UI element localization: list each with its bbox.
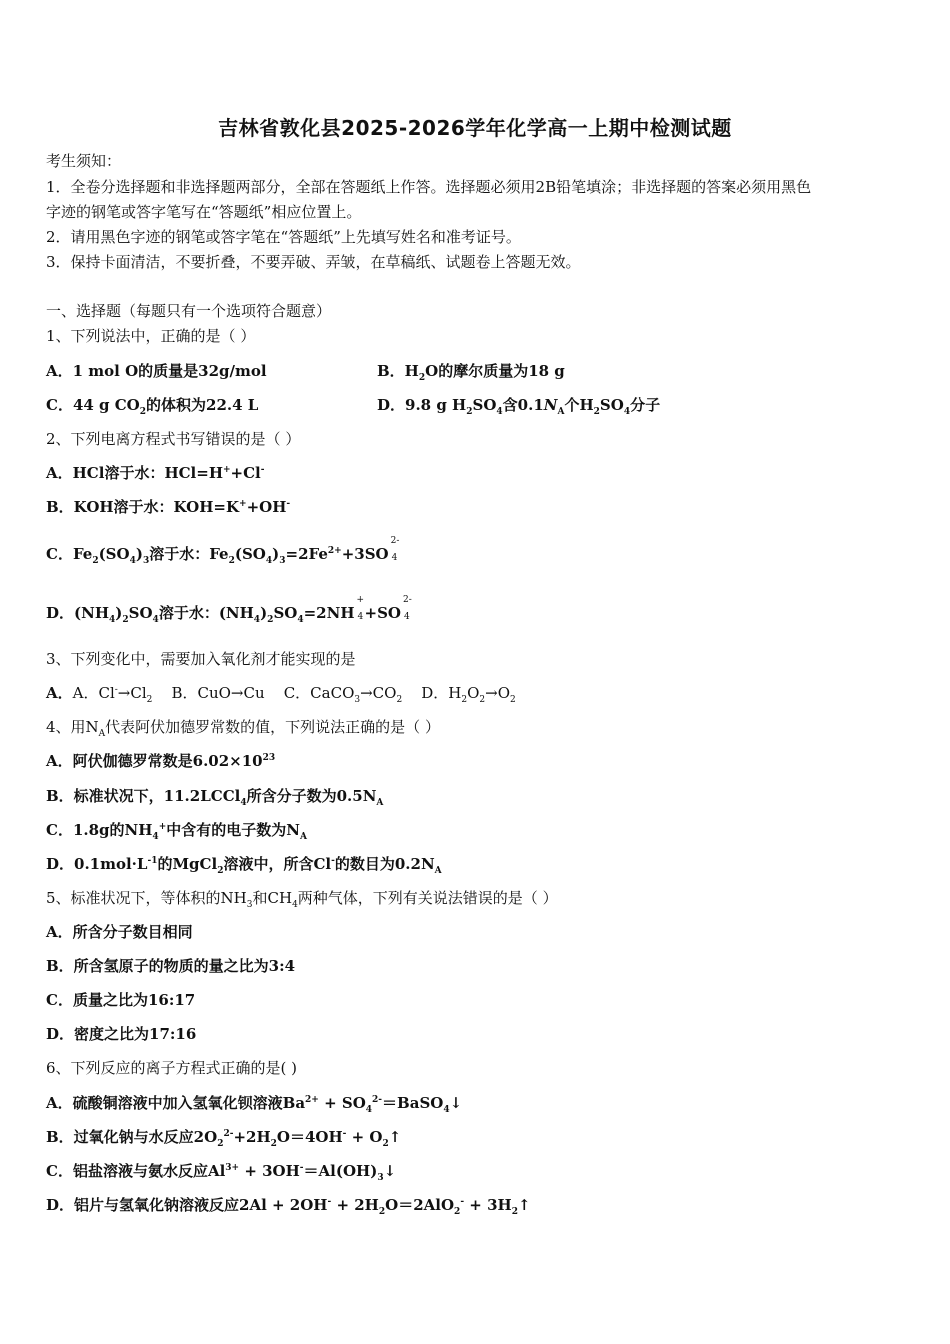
q5-option-d: D．密度之比为17:16: [46, 1025, 197, 1043]
notice-heading: 考生须知：: [46, 152, 122, 170]
q4-option-c: C．1.8g的$NH_4^+$中含有的电子数为$N_A$: [46, 821, 307, 842]
q3-options: [46, 683, 516, 703]
q1-option-c: C．44 g $CO_2$的体积为22.4 L: [46, 396, 259, 417]
q5-option-c: C．质量之比为16:17: [46, 991, 196, 1009]
q1-option-a: A．1 mol O的质量是32g/mol: [46, 362, 267, 380]
q4-option-b: B．标准状况下，11.2LCCl$_4$所含分子数为$0.5N_A$: [46, 787, 384, 808]
q4-option-a: A．阿伏伽德罗常数是$6.02\times 10^{23}$: [46, 752, 276, 770]
q2-option-d: D．$(NH_4)_2SO_4$溶于水：$(NH_4)_2SO_4=2NH$ + 4 +SO 2- 4: [46, 595, 412, 625]
q2-stem: 2、下列电离方程式书写错误的是（ ）: [46, 430, 301, 448]
q2-option-b: B．KOH溶于水：KOH=K++OH-: [46, 498, 291, 516]
q1-option-b: B．$H_2O$的摩尔质量为18 g: [377, 362, 565, 383]
q6-stem: 6、下列反应的离子方程式正确的是( ): [46, 1059, 298, 1077]
q1-stem: 1、下列说法中，正确的是（ ）: [46, 327, 256, 345]
notice-item-1: 1．全卷分选择题和非选择题两部分，全部在答题纸上作答。选择题必须用2B铅笔填涂；非选择题的答案必须用黑色: [46, 178, 812, 196]
q3-option-d: D．$H_2O_2\to O_2$: [421, 684, 516, 705]
q4-option-d: D．$0.1mol\cdot L^{-1}$的MgCl$_2$溶液中，所含Cl-的数目为$0.2N_A$: [46, 855, 442, 876]
q3-option-a: A．A．$Cl^-\to Cl_2$: [46, 684, 153, 705]
q5-option-b: B．所含氢原子的物质的量之比为3:4: [46, 957, 296, 975]
notice-item-3: 3．保持卡面清洁，不要折叠，不要弄破、弄皱，在草稿纸、试题卷上答题无效。: [46, 253, 581, 271]
q3-option-b: B．CuO→Cu: [171, 684, 265, 702]
q3-option-c: C．$CaCO_3\to CO_2$: [283, 684, 403, 705]
notice-item-2: 2．请用黑色字迹的钢笔或答字笔在“答题纸”上先填写姓名和准考证号。: [46, 228, 521, 246]
q4-stem: 4、用$N_A$代表阿伏加德罗常数的值，下列说法正确的是（ ）: [46, 718, 440, 739]
q2-option-a: A．HCl溶于水：HCl=H++Cl-: [46, 464, 265, 482]
q1-option-d: D．9.8 g $H_2SO_4$含$0.1N_A$个$H_2SO_4$分子: [377, 396, 661, 417]
q2-option-c: C．$Fe_2(SO_4)_3$溶于水：$Fe_2(SO_4)_3=2Fe^{2+}+3SO$ 2- 4: [46, 536, 400, 566]
page-title: 吉林省敦化县2025-2026学年化学高一上期中检测试题: [218, 116, 732, 140]
q6-option-a: A．硫酸铜溶液中加入氢氧化钡溶液$Ba^{2+}$ + $SO_4^{2-}=BaSO_4↓$: [46, 1094, 463, 1115]
q6-option-c: C．铝盐溶液与氨水反应$Al^{3+}$ + $3OH^-=Al(OH)_3↓$: [46, 1162, 397, 1183]
q6-option-d: D．铝片与氢氧化钠溶液反应$2Al + 2OH^- + 2H_2O=2AlO_2^-$ + $3H_2↑$: [46, 1196, 531, 1217]
notice-item-1-cont: 字迹的钢笔或答字笔写在“答题纸”相应位置上。: [46, 203, 362, 221]
q3-stem: 3、下列变化中，需要加入氧化剂才能实现的是: [46, 650, 356, 668]
q6-option-b: B．过氧化钠与水反应$2O_2^{2-}+2H_2O=4OH^-$ + $O_2↑$: [46, 1128, 402, 1149]
q5-option-a: A．所含分子数目相同: [46, 923, 193, 941]
section-heading: 一、选择题（每题只有一个选项符合题意）: [46, 302, 332, 320]
q5-stem: 5、标准状况下，等体积的$NH_3$和$CH_4$两种气体，下列有关说法错误的是（ ）: [46, 889, 558, 910]
